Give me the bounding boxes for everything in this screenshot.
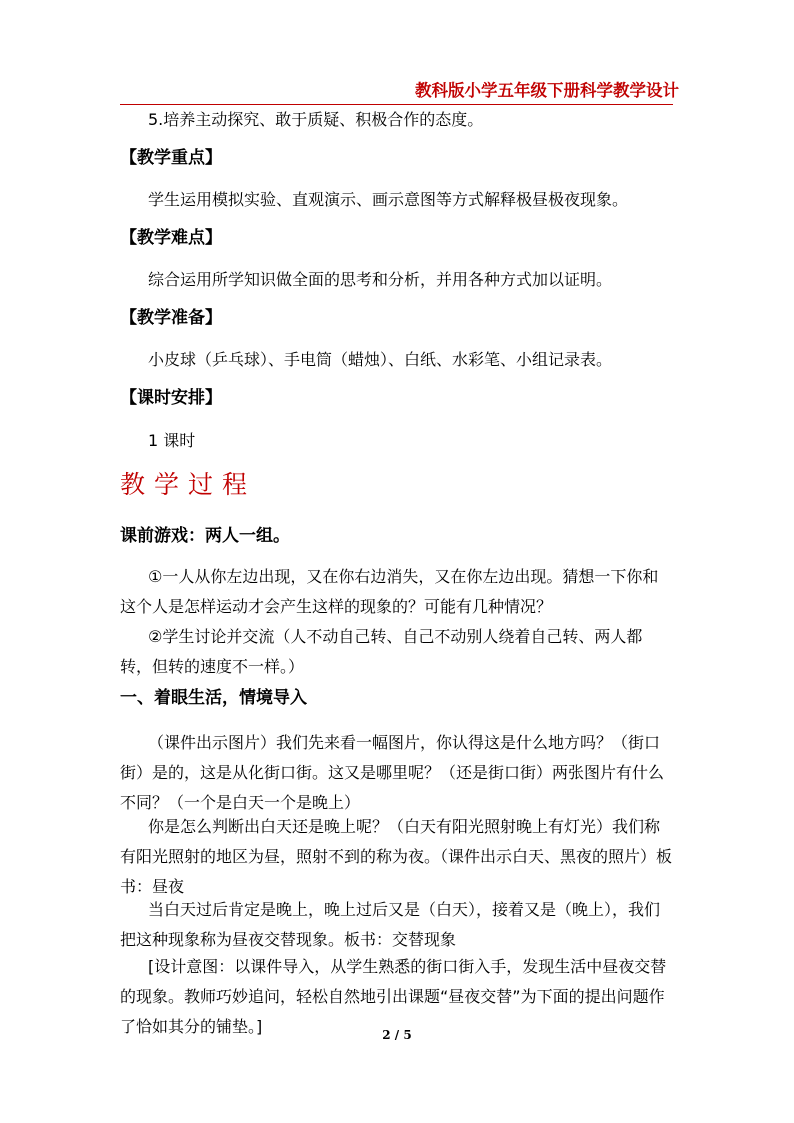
section-1-heading: 一、着眼生活，情境导入 bbox=[120, 688, 307, 708]
page-number: 2 / 5 bbox=[382, 1028, 412, 1042]
teaching-goal-5: 5.培养主动探究、敢于质疑、积极合作的态度。 bbox=[148, 110, 484, 129]
header-divider bbox=[120, 104, 673, 105]
difficulties-heading: 【教学难点】 bbox=[120, 228, 222, 248]
pre-game-paragraph-2: ②学生讨论并交流（人不动自己转、自己不动别人绕着自己转、两人都转，但转的速度不一样。） bbox=[120, 627, 643, 676]
key-points-text: 学生运用模拟实验、直观演示、画示意图等方式解释极昼极夜现象。 bbox=[148, 190, 629, 209]
preparation-heading: 【教学准备】 bbox=[120, 308, 222, 328]
schedule-heading: 【课时安排】 bbox=[120, 388, 222, 408]
section-1-paragraph-3: 当白天过后肯定是晚上，晚上过后又是（白天），接着又是（晚上），我们把这种现象称为昼夜交替现象。板书：交替现象 bbox=[120, 900, 661, 949]
design-intent-note: [设计意图：以课件导入，从学生熟悉的街口街入手，发现生活中昼夜交替的现象。教师巧妙追问，轻松自然地引出课题“昼夜交替”为下面的提出问题作了恰如其分的铺垫。] bbox=[120, 957, 667, 1036]
key-points-heading: 【教学重点】 bbox=[120, 148, 222, 168]
schedule-text: 1 课时 bbox=[148, 431, 196, 450]
document-header-title: 教科版小学五年级下册科学教学设计 bbox=[415, 81, 679, 100]
pre-game-heading: 课前游戏：两人一组。 bbox=[120, 526, 290, 546]
pre-game-paragraph-1: ①一人从你左边出现，又在你右边消失，又在你左边出现。猜想一下你和这个人是怎样运动才会产生这样的现象的？可能有几种情况？ bbox=[120, 567, 659, 616]
teaching-process-title: 教学过程 bbox=[120, 470, 257, 499]
preparation-text: 小皮球（乒乓球）、手电筒（蜡烛）、白纸、水彩笔、小组记录表。 bbox=[148, 350, 613, 369]
section-1-paragraph-2: 你是怎么判断出白天还是晚上呢？（白天有阳光照射晚上有灯光）我们称有阳光照射的地区为昼，照射不到的称为夜。（课件出示白天、黑夜的照片）板书：昼夜 bbox=[120, 817, 673, 896]
section-1-paragraph-1: （课件出示图片）我们先来看一幅图片，你认得这是什么地方吗？（街口街）是的，这是从化街口街。这又是哪里呢？（还是街口街）两张图片有什么不同？（一个是白天一个是晚上） bbox=[120, 733, 665, 812]
difficulties-text: 综合运用所学知识做全面的思考和分析，并用各种方式加以证明。 bbox=[148, 270, 613, 289]
